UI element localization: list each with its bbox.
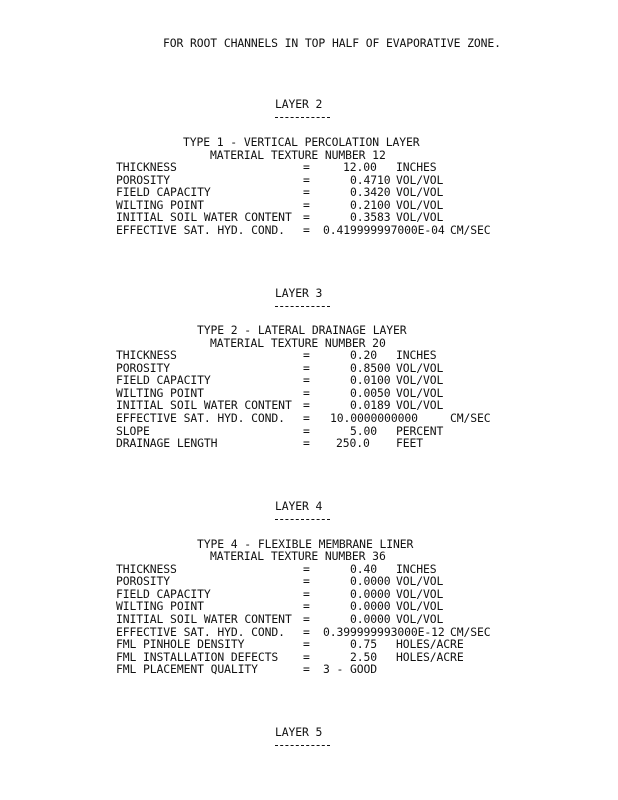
- layer-3-row-unit: VOL/VOL: [396, 373, 444, 387]
- layer-2-row-label: FIELD CAPACITY: [116, 185, 211, 199]
- layer-4-row-value: 0.0000: [350, 587, 391, 601]
- layer-4-row-label: FIELD CAPACITY: [116, 587, 211, 601]
- layer-2-row-unit: VOL/VOL: [396, 173, 444, 187]
- layer-3-title: LAYER 3: [275, 286, 323, 300]
- layer-4-row-eq: =: [303, 599, 310, 613]
- layer-2-row-eq: =: [303, 198, 310, 212]
- layer-4-row-unit: HOLES/ACRE: [396, 637, 464, 651]
- layer-3-row-value: 0.0100: [350, 373, 391, 387]
- layer-2-row-value: 0.3583: [350, 210, 391, 224]
- layer-2-type: TYPE 1 - VERTICAL PERCOLATION LAYER: [183, 135, 420, 149]
- layer-2-row-value: 0.2100: [350, 198, 391, 212]
- layer-4-row-value: 3 - GOOD: [323, 662, 378, 676]
- layer-3-row-value: 5.00: [350, 424, 378, 438]
- layer-2-row-eq: =: [303, 223, 310, 237]
- layer-3-texture: MATERIAL TEXTURE NUMBER 20: [210, 336, 386, 350]
- layer-4-row-value: 0.0000: [350, 612, 391, 626]
- layer-3-row-unit: VOL/VOL: [396, 398, 444, 412]
- layer-5-underline: [275, 745, 330, 746]
- layer-2-row-unit: VOL/VOL: [396, 210, 444, 224]
- layer-3-row-value: 250.0: [336, 436, 370, 450]
- layer-3-row-eq: =: [303, 373, 310, 387]
- layer-3-row-value: 0.0189: [350, 398, 391, 412]
- layer-4-row-unit: CM/SEC: [450, 625, 491, 639]
- layer-4-row-label: FML PLACEMENT QUALITY: [116, 662, 258, 676]
- layer-3-row-label: EFFECTIVE SAT. HYD. COND.: [116, 411, 285, 425]
- layer-2-title: LAYER 2: [275, 97, 323, 111]
- layer-4-row-unit: VOL/VOL: [396, 574, 444, 588]
- layer-2-row-label: EFFECTIVE SAT. HYD. COND.: [116, 223, 285, 237]
- layer-4-row-label: FML PINHOLE DENSITY: [116, 637, 245, 651]
- layer-2-row-eq: =: [303, 160, 310, 174]
- layer-3-row-label: WILTING POINT: [116, 386, 204, 400]
- layer-3-row-unit: FEET: [396, 436, 424, 450]
- layer-4-row-unit: INCHES: [396, 562, 437, 576]
- layer-4-row-label: FML INSTALLATION DEFECTS: [116, 650, 279, 664]
- layer-2-row-label: POROSITY: [116, 173, 171, 187]
- layer-3-underline: [275, 306, 330, 307]
- layer-4-row-eq: =: [303, 562, 310, 576]
- layer-3-row-label: INITIAL SOIL WATER CONTENT: [116, 398, 292, 412]
- layer-4-row-value: 0.0000: [350, 599, 391, 613]
- layer-3-row-label: THICKNESS: [116, 348, 177, 362]
- layer-2-row-label: INITIAL SOIL WATER CONTENT: [116, 210, 292, 224]
- layer-4-row-eq: =: [303, 650, 310, 664]
- layer-2-row-label: WILTING POINT: [116, 198, 204, 212]
- layer-3-row-value: 0.8500: [350, 361, 391, 375]
- layer-3-row-eq: =: [303, 398, 310, 412]
- layer-3-type: TYPE 2 - LATERAL DRAINAGE LAYER: [197, 323, 407, 337]
- layer-4-row-unit: VOL/VOL: [396, 612, 444, 626]
- layer-4-title: LAYER 4: [275, 499, 323, 513]
- layer-4-row-label: WILTING POINT: [116, 599, 204, 613]
- layer-4-underline: [275, 519, 330, 520]
- layer-2-row-unit: CM/SEC: [450, 223, 491, 237]
- layer-3-row-label: DRAINAGE LENGTH: [116, 436, 218, 450]
- layer-3-row-eq: =: [303, 348, 310, 362]
- layer-3-row-label: SLOPE: [116, 424, 150, 438]
- layer-4-row-eq: =: [303, 637, 310, 651]
- layer-2-row-unit: INCHES: [396, 160, 437, 174]
- layer-3-row-value: 0.20: [350, 348, 378, 362]
- layer-2-row-value: 0.419999997000E-04: [323, 223, 445, 237]
- layer-4-row-eq: =: [303, 574, 310, 588]
- layer-2-row-unit: VOL/VOL: [396, 185, 444, 199]
- layer-4-type: TYPE 4 - FLEXIBLE MEMBRANE LINER: [197, 537, 414, 551]
- layer-4-row-unit: VOL/VOL: [396, 599, 444, 613]
- layer-4-row-value: 0.0000: [350, 574, 391, 588]
- layer-3-row-eq: =: [303, 424, 310, 438]
- layer-4-row-unit: VOL/VOL: [396, 587, 444, 601]
- report-header: FOR ROOT CHANNELS IN TOP HALF OF EVAPORATIVE ZONE.: [163, 36, 501, 50]
- layer-4-row-value: 2.50: [350, 650, 378, 664]
- layer-4-row-eq: =: [303, 662, 310, 676]
- layer-4-row-label: POROSITY: [116, 574, 171, 588]
- layer-3-row-unit: PERCENT: [396, 424, 444, 438]
- layer-3-row-value: 10.0000000000: [330, 411, 418, 425]
- layer-4-row-value: 0.399999993000E-12: [323, 625, 445, 639]
- layer-2-row-value: 0.3420: [350, 185, 391, 199]
- layer-2-row-eq: =: [303, 210, 310, 224]
- layer-2-underline: [275, 117, 330, 118]
- layer-3-row-eq: =: [303, 361, 310, 375]
- layer-3-row-label: FIELD CAPACITY: [116, 373, 211, 387]
- layer-3-row-unit: CM/SEC: [450, 411, 491, 425]
- layer-4-row-value: 0.40: [350, 562, 378, 576]
- layer-2-row-unit: VOL/VOL: [396, 198, 444, 212]
- layer-2-row-label: THICKNESS: [116, 160, 177, 174]
- layer-3-row-value: 0.0050: [350, 386, 391, 400]
- layer-5-title: LAYER 5: [275, 725, 323, 739]
- layer-3-row-eq: =: [303, 411, 310, 425]
- layer-2-row-eq: =: [303, 173, 310, 187]
- layer-4-row-label: THICKNESS: [116, 562, 177, 576]
- layer-3-row-eq: =: [303, 436, 310, 450]
- layer-4-texture: MATERIAL TEXTURE NUMBER 36: [210, 549, 386, 563]
- layer-3-row-eq: =: [303, 386, 310, 400]
- layer-2-row-value: 0.4710: [350, 173, 391, 187]
- layer-2-texture: MATERIAL TEXTURE NUMBER 12: [210, 148, 386, 162]
- layer-3-row-unit: INCHES: [396, 348, 437, 362]
- layer-3-row-unit: VOL/VOL: [396, 361, 444, 375]
- layer-4-row-unit: HOLES/ACRE: [396, 650, 464, 664]
- layer-3-row-label: POROSITY: [116, 361, 171, 375]
- layer-2-row-eq: =: [303, 185, 310, 199]
- layer-4-row-eq: =: [303, 625, 310, 639]
- layer-4-row-eq: =: [303, 587, 310, 601]
- layer-4-row-label: INITIAL SOIL WATER CONTENT: [116, 612, 292, 626]
- layer-4-row-value: 0.75: [350, 637, 378, 651]
- layer-4-row-eq: =: [303, 612, 310, 626]
- layer-4-row-label: EFFECTIVE SAT. HYD. COND.: [116, 625, 285, 639]
- layer-2-row-value: 12.00: [343, 160, 377, 174]
- layer-3-row-unit: VOL/VOL: [396, 386, 444, 400]
